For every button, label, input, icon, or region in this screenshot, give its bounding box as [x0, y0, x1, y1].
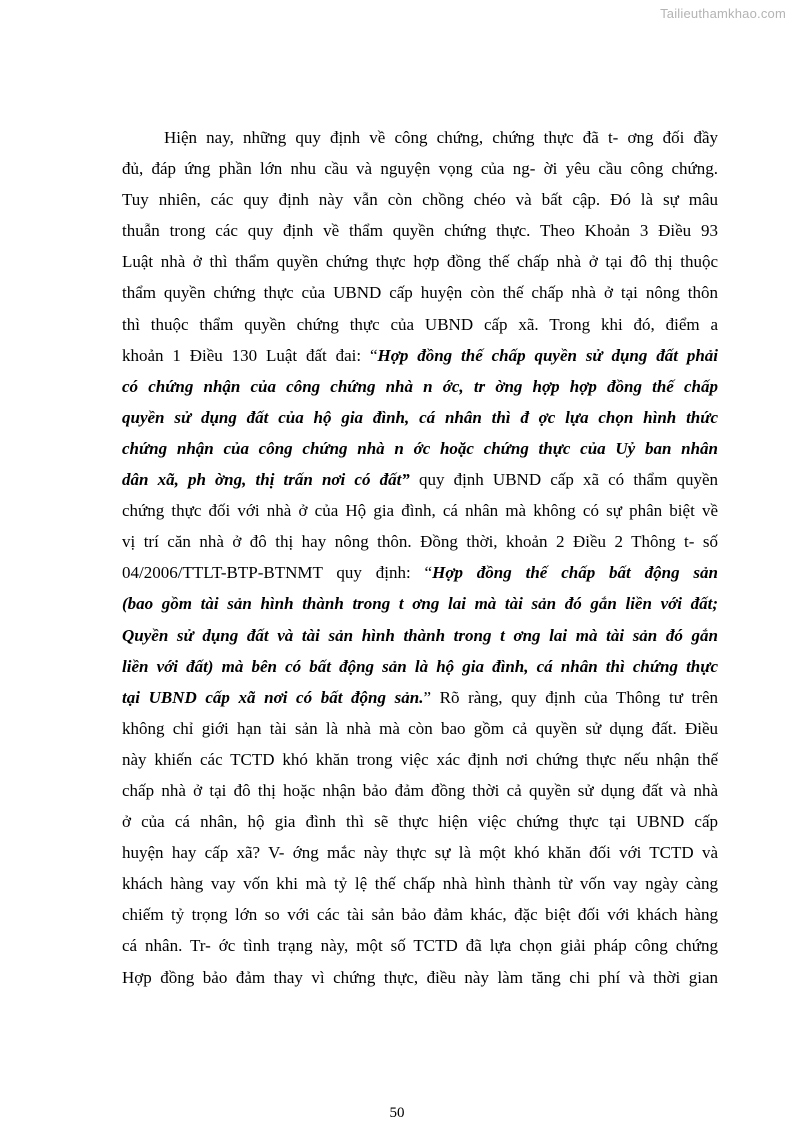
text-line	[122, 464, 718, 495]
quoted-legal-text: tại UBND cấp xã nơi có bất động sản.	[122, 687, 424, 707]
text-line	[122, 340, 718, 371]
text-line	[122, 837, 718, 868]
text-line	[122, 962, 718, 993]
text-line	[122, 775, 718, 806]
body-text: thẩm quyền chứng thực của UBND cấp huyện còn thế chấp nhà ở tại nông thôn	[122, 283, 718, 303]
body-text: huyện hay cấp xã? V- ớng mắc này thực sự là một khó khăn đối với TCTD và	[122, 843, 718, 863]
body-text: đủ, đáp ứng phần lớn nhu cầu và nguyện vọng của ng- ời yêu cầu công chứng.	[122, 159, 718, 179]
text-line	[122, 215, 718, 246]
body-text: ở của cá nhân, hộ gia đình thì sẽ thực hiện việc chứng thực tại UBND cấp	[122, 812, 718, 832]
body-text: chứng thực đối với nhà ở của Hộ gia đình, cá nhân mà không có sự phân biệt về	[122, 501, 718, 521]
body-text: khoản 1 Điều 130 Luật đất đai: “	[122, 345, 378, 365]
body-text: khách hàng vay vốn khi mà tỷ lệ thế chấp nhà hình thành từ vốn vay ngày càng	[122, 874, 718, 894]
body-text: vị trí căn nhà ở đô thị hay nông thôn. Đồng thời, khoản 2 Điều 2 Thông t- số	[122, 532, 718, 552]
quoted-legal-text: liền với đất) mà bên có bất động sản là hộ gia đình, cá nhân thì chứng thực	[122, 656, 718, 676]
text-line	[122, 495, 718, 526]
quoted-legal-text: Hợp đồng thế chấp quyền sử dụng đất phải	[377, 345, 718, 365]
quoted-legal-text: Quyền sử dụng đất và tài sản hình thành trong t ơng lai mà tài sản đó gắn	[122, 625, 718, 645]
quoted-legal-text: dân xã, ph ờng, thị trấn nơi có đất”	[122, 470, 410, 490]
text-line	[122, 651, 718, 682]
body-text: Hợp đồng bảo đảm thay vì chứng thực, điều này làm tăng chi phí và thời gian	[122, 967, 718, 987]
quoted-legal-text: chứng nhận của công chứng nhà n ớc hoặc chứng thực của Uỷ ban nhân	[122, 438, 718, 458]
text-line	[122, 277, 718, 308]
body-text: ” Rõ ràng, quy định của Thông tư trên	[423, 687, 718, 707]
body-text: Hiện nay, những quy định về công chứng, chứng thực đã t- ơng đối đầy	[164, 128, 718, 147]
body-text: thuẫn trong các quy định về thẩm quyền chứng thực. Theo Khoản 3 Điều 93	[122, 221, 718, 241]
text-line	[122, 806, 718, 837]
body-text: 04/2006/TTLT-BTP-BTNMT quy định: “	[122, 563, 433, 583]
page-number: 50	[389, 1105, 405, 1121]
text-line	[122, 371, 718, 402]
body-text: thì thuộc thẩm quyền chứng thực của UBND cấp xã. Trong khi đó, điểm a	[122, 314, 718, 334]
body-text: không chỉ giới hạn tài sản là nhà mà còn bao gồm cả quyền sử dụng đất. Điều	[122, 718, 718, 738]
text-line	[122, 184, 718, 215]
text-line	[122, 526, 718, 557]
body-text: chiếm tỷ trọng lớn so với các tài sản bảo đảm khác, đặc biệt đối với khách hàng	[122, 905, 718, 925]
body-text: chấp nhà ở tại đô thị hoặc nhận bảo đảm đồng thời cả quyền sử dụng đất và nhà	[122, 780, 718, 800]
text-line	[122, 899, 718, 930]
body-text: Tuy nhiên, các quy định này vẫn còn chồng chéo và bất cập. Đó là sự mâu	[122, 190, 718, 210]
text-line	[122, 868, 718, 899]
text-line	[122, 153, 718, 184]
body-text: quy định UBND cấp xã có thẩm quyền	[409, 470, 718, 490]
quoted-legal-text: quyền sử dụng đất của hộ gia đình, cá nhân thì đ ợc lựa chọn hình thức	[122, 407, 718, 427]
text-line	[122, 682, 718, 713]
quoted-legal-text: (bao gồm tài sản hình thành trong t ơng lai mà tài sản đó gắn liền với đất;	[122, 594, 718, 614]
body-text: Luật nhà ở thì thẩm quyền chứng thực hợp đồng thế chấp nhà ở tại đô thị thuộc	[122, 252, 718, 272]
text-line	[122, 588, 718, 619]
quoted-legal-text: có chứng nhận của công chứng nhà n ớc, tr ờng hợp hợp đồng thế chấp	[122, 376, 718, 396]
text-line	[122, 620, 718, 651]
text-line	[122, 713, 718, 744]
quoted-legal-text: Hợp đồng thế chấp bất động sản	[432, 563, 718, 583]
site-watermark: Tailieuthamkhao.com	[660, 6, 786, 21]
body-paragraph	[122, 122, 718, 993]
text-line	[122, 557, 718, 588]
text-line	[122, 402, 718, 433]
text-line	[122, 433, 718, 464]
text-line	[122, 744, 718, 775]
text-line	[122, 122, 718, 153]
text-line	[122, 246, 718, 277]
body-text: cá nhân. Tr- ớc tình trạng này, một số TCTD đã lựa chọn giải pháp công chứng	[122, 936, 718, 956]
text-line	[122, 309, 718, 340]
text-line	[122, 930, 718, 961]
body-text: này khiến các TCTD khó khăn trong việc xác định nơi chứng thực nếu nhận thế	[122, 749, 718, 769]
